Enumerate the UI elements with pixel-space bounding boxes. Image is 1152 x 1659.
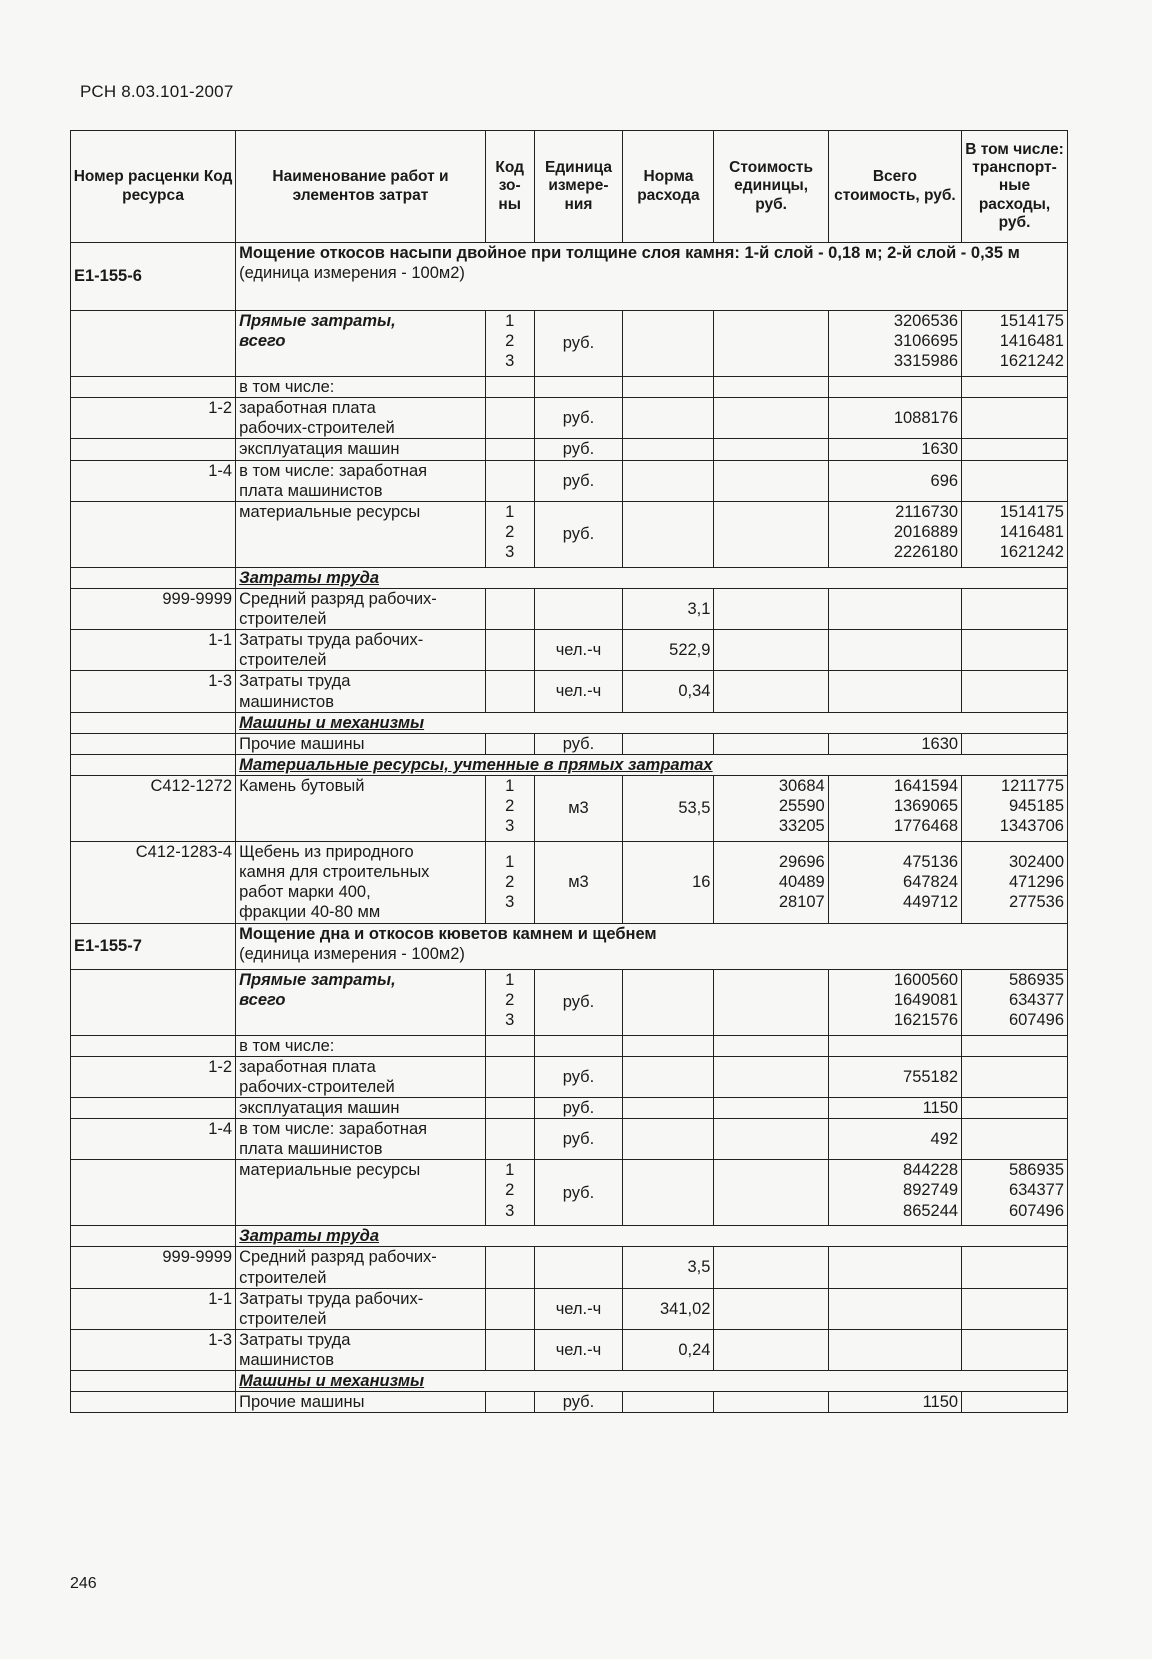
materials-label: материальные ресурсы — [236, 501, 486, 567]
total-values: 1600560 1649081 1621576 — [828, 969, 961, 1035]
unit-cell: чел.-ч — [534, 1288, 623, 1329]
resource-code: 1-3 — [71, 1329, 236, 1370]
resource-code: 999-9999 — [71, 1247, 236, 1288]
norm-value: 522,9 — [623, 630, 714, 671]
machinist-wage-label: в том числе: заработная плата машинистов — [236, 460, 486, 501]
wage-label: заработная плата рабочих-строителей — [236, 1056, 486, 1097]
machines-section-title: Машины и механизмы — [236, 1371, 1068, 1392]
rate-unit-note: (единица измерения - 100м2) — [239, 264, 465, 283]
labor-machinists-label: Затраты труда машинистов — [236, 671, 486, 712]
unit-cell: руб. — [534, 1056, 623, 1097]
total-value: 1630 — [828, 733, 961, 754]
transport-values: 1514175 1416481 1621242 — [962, 501, 1068, 567]
resource-code: 1-3 — [71, 671, 236, 712]
resource-code: 1-1 — [71, 1288, 236, 1329]
wage-row — [71, 398, 1068, 439]
total-value: 1630 — [828, 439, 961, 460]
col-header-code: Номер расценки Код ресурса — [71, 131, 236, 243]
page-number: 246 — [70, 1575, 97, 1592]
labor-workers-row — [71, 1288, 1068, 1329]
rank-row — [71, 1247, 1068, 1288]
col-header-name: Наименование работ и элементов затрат — [236, 131, 486, 243]
unit-cell: руб. — [534, 398, 623, 439]
direct-costs-row — [71, 311, 1068, 377]
total-value: 1150 — [828, 1097, 961, 1118]
unit-cell: чел.-ч — [534, 671, 623, 712]
including-row — [71, 1035, 1068, 1056]
labor-workers-row — [71, 630, 1068, 671]
transport-values: 1211775 945185 1343706 — [962, 776, 1068, 842]
resource-code: 1-2 — [71, 1056, 236, 1097]
rank-row — [71, 588, 1068, 629]
machine-label: эксплуатация машин — [236, 439, 486, 460]
transport-values: 586935 634377 607496 — [962, 1160, 1068, 1226]
section-title-row — [71, 754, 1068, 775]
other-machines-label: Прочие машины — [236, 733, 486, 754]
zone-codes: 1 2 3 — [485, 776, 534, 842]
rate-title-cell — [236, 243, 1068, 311]
other-machines-row — [71, 1392, 1068, 1413]
resource-row — [71, 776, 1068, 842]
unit-cell: чел.-ч — [534, 630, 623, 671]
unit-cell: руб. — [534, 733, 623, 754]
rate-header-row — [71, 243, 1068, 311]
unit-cell: чел.-ч — [534, 1329, 623, 1370]
total-values: 475136 647824 449712 — [828, 842, 961, 924]
including-label: в том числе: — [236, 377, 486, 398]
total-values: 844228 892749 865244 — [828, 1160, 961, 1226]
rate-unit-note: (единица измерения - 100м2) — [239, 944, 465, 963]
transport-values: 302400 471296 277536 — [962, 842, 1068, 924]
resource-code: 999-9999 — [71, 588, 236, 629]
section-title-row — [71, 1226, 1068, 1247]
col-header-unit: Единица измере-ния — [534, 131, 623, 243]
resource-name: Камень бутовый — [236, 776, 486, 842]
zone-codes: 1 2 3 — [485, 1160, 534, 1226]
labor-workers-label: Затраты труда рабочих- строителей — [236, 1288, 486, 1329]
direct-costs-label: Прямые затраты, всего — [236, 969, 486, 1035]
labor-machinists-row — [71, 1329, 1068, 1370]
machinist-wage-row — [71, 1119, 1068, 1160]
direct-costs-label: Прямые затраты, всего — [236, 311, 486, 377]
materials-row — [71, 1160, 1068, 1226]
total-value: 1088176 — [828, 398, 961, 439]
zone-codes: 1 2 3 — [485, 311, 534, 377]
machine-row — [71, 439, 1068, 460]
labor-machinists-row — [71, 671, 1068, 712]
rate-code: Е1-155-7 — [71, 923, 236, 969]
col-header-norm: Норма расхода — [623, 131, 714, 243]
machine-label: эксплуатация машин — [236, 1097, 486, 1118]
norm-value: 0,34 — [623, 671, 714, 712]
norm-value: 0,24 — [623, 1329, 714, 1370]
total-value: 755182 — [828, 1056, 961, 1097]
machinist-wage-label: в том числе: заработная плата машинистов — [236, 1119, 486, 1160]
norm-value: 3,5 — [623, 1247, 714, 1288]
materials-row — [71, 501, 1068, 567]
zone-codes: 1 2 3 — [485, 501, 534, 567]
unit-cell: руб. — [534, 460, 623, 501]
resource-code: 1-1 — [71, 630, 236, 671]
section-title-row — [71, 1371, 1068, 1392]
total-values: 2116730 2016889 2226180 — [828, 501, 961, 567]
wage-label: заработная плата рабочих-строителей — [236, 398, 486, 439]
price-values: 30684 25590 33205 — [714, 776, 828, 842]
col-header-zone: Код зо-ны — [485, 131, 534, 243]
resource-code: 1-4 — [71, 1119, 236, 1160]
rate-header-row — [71, 923, 1068, 969]
norm-value: 3,1 — [623, 588, 714, 629]
rate-code: Е1-155-6 — [71, 243, 236, 311]
transport-values: 586935 634377 607496 — [962, 969, 1068, 1035]
labor-section-title: Затраты труда — [236, 1226, 1068, 1247]
unit-cell: м3 — [534, 842, 623, 924]
resource-code: 1-4 — [71, 460, 236, 501]
zone-codes: 1 2 3 — [485, 842, 534, 924]
unit-cell: м3 — [534, 776, 623, 842]
wage-row — [71, 1056, 1068, 1097]
resource-code: С412-1283-4 — [71, 842, 236, 924]
rates-table — [70, 130, 1068, 1413]
machine-row — [71, 1097, 1068, 1118]
other-machines-row — [71, 733, 1068, 754]
machines-section-title: Машины и механизмы — [236, 712, 1068, 733]
rank-label: Средний разряд рабочих- строителей — [236, 1247, 486, 1288]
unit-cell: руб. — [534, 311, 623, 377]
total-value: 1150 — [828, 1392, 961, 1413]
rate-title: Мощение откосов насыпи двойное при толщине слоя камня: 1-й слой - 0,18 м; 2-й слой - 0,35 м — [239, 244, 1020, 262]
norm-value: 53,5 — [623, 776, 714, 842]
document-code: РСН 8.03.101-2007 — [80, 82, 234, 101]
norm-value: 341,02 — [623, 1288, 714, 1329]
total-values: 3206536 3106695 3315986 — [828, 311, 961, 377]
unit-cell: руб. — [534, 1160, 623, 1226]
labor-section-title: Затраты труда — [236, 567, 1068, 588]
resource-code: С412-1272 — [71, 776, 236, 842]
resource-row — [71, 842, 1068, 924]
unit-cell: руб. — [534, 1119, 623, 1160]
rank-label: Средний разряд рабочих- строителей — [236, 588, 486, 629]
table-header-row — [71, 131, 1068, 243]
norm-value: 16 — [623, 842, 714, 924]
total-value: 696 — [828, 460, 961, 501]
other-machines-label: Прочие машины — [236, 1392, 486, 1413]
unit-cell: руб. — [534, 501, 623, 567]
unit-cell: руб. — [534, 439, 623, 460]
zone-codes: 1 2 3 — [485, 969, 534, 1035]
unit-cell: руб. — [534, 1097, 623, 1118]
rate-title-cell — [236, 923, 1068, 969]
direct-costs-row — [71, 969, 1068, 1035]
unit-cell: руб. — [534, 969, 623, 1035]
section-title-row — [71, 712, 1068, 733]
labor-workers-label: Затраты труда рабочих- строителей — [236, 630, 486, 671]
materials-label: материальные ресурсы — [236, 1160, 486, 1226]
price-values: 29696 40489 28107 — [714, 842, 828, 924]
col-header-total-cost: Всего стоимость, руб. — [828, 131, 961, 243]
total-values: 1641594 1369065 1776468 — [828, 776, 961, 842]
section-title-row — [71, 567, 1068, 588]
rate-title: Мощение дна и откосов кюветов камнем и щебнем — [239, 924, 657, 943]
resource-code: 1-2 — [71, 398, 236, 439]
materials-section-title: Материальные ресурсы, учтенные в прямых затратах — [236, 754, 1068, 775]
resource-name: Щебень из природного камня для строительных работ марки 400, фракции 40-80 мм — [236, 842, 486, 924]
machinist-wage-row — [71, 460, 1068, 501]
transport-values: 1514175 1416481 1621242 — [962, 311, 1068, 377]
total-value: 492 — [828, 1119, 961, 1160]
including-row — [71, 377, 1068, 398]
col-header-transport: В том числе: транспорт-ные расходы, руб. — [962, 131, 1068, 243]
labor-machinists-label: Затраты труда машинистов — [236, 1329, 486, 1370]
col-header-unit-cost: Стоимость единицы, руб. — [714, 131, 828, 243]
including-label: в том числе: — [236, 1035, 486, 1056]
unit-cell: руб. — [534, 1392, 623, 1413]
